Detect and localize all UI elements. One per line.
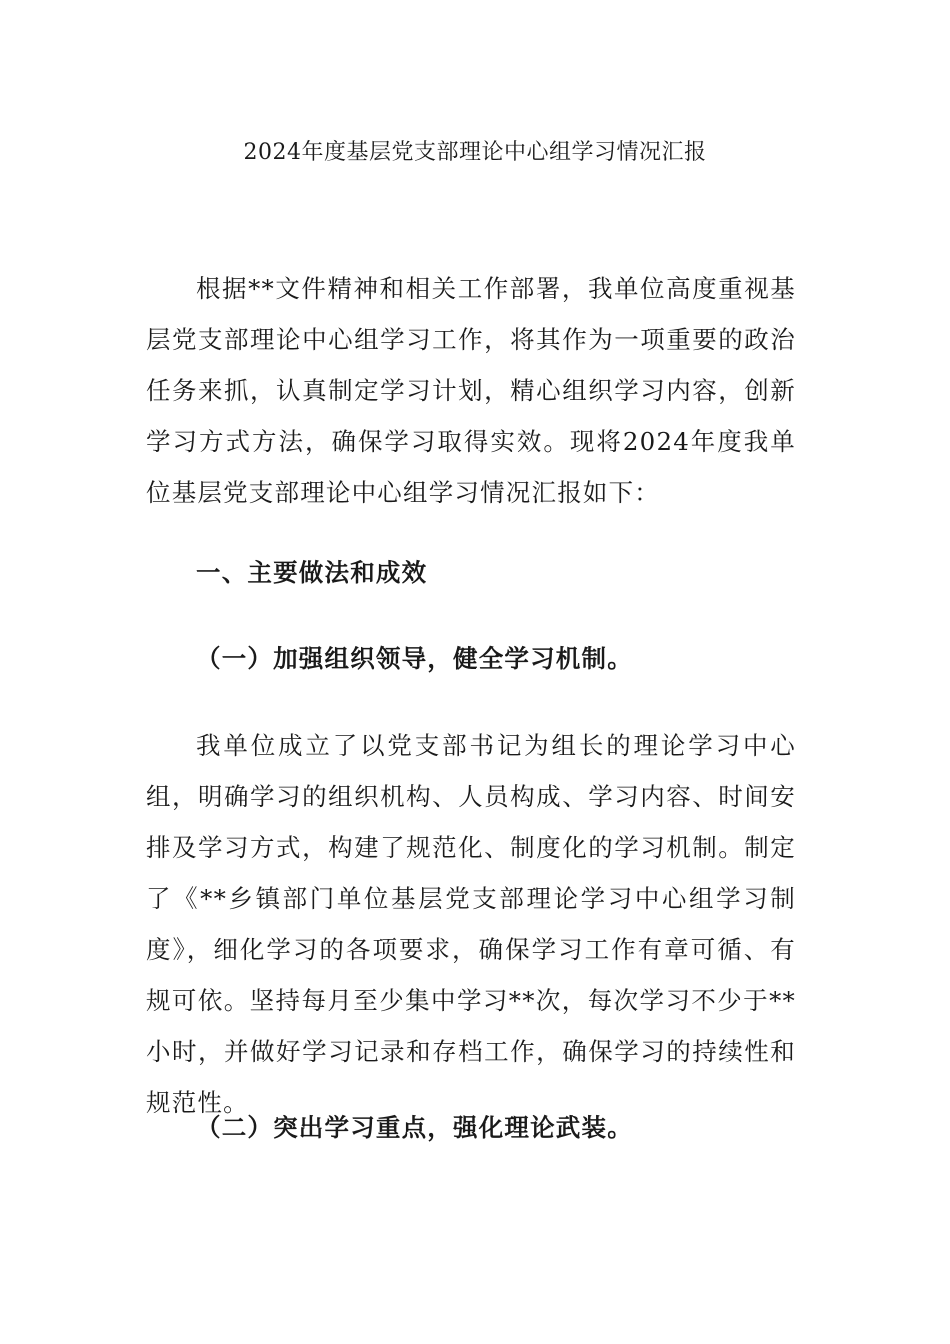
subsection-heading-organization: （一）加强组织领导，健全学习机制。 [196, 644, 633, 673]
section-heading-main-practices: 一、主要做法和成效 [196, 558, 428, 587]
document-title: 2024年度基层党支部理论中心组学习情况汇报 [243, 140, 707, 165]
organization-paragraph: 我单位成立了以党支部书记为组长的理论学习中心组，明确学习的组织机构、人员构成、学习内容、时间安排及学习方式，构建了规范化、制度化的学习机制。制定了《**乡镇部门单位基层党支部理论学习中心组学习制度》，细化学习的各项要求，确保学习工作有章可循、有规可依。坚持每月至少集中学习**次，每次学习不少于**小时，并做好学习记录和存档工作，确保学习的持续性和规范性。 [146, 731, 796, 1117]
subsection-heading-study-focus: （二）突出学习重点，强化理论武装。 [196, 1113, 633, 1142]
intro-paragraph: 根据**文件精神和相关工作部署，我单位高度重视基层党支部理论中心组学习工作，将其作为一项重要的政治任务来抓，认真制定学习计划，精心组织学习内容，创新学习方式方法，确保学习取得实效。现将2024年度我单位基层党支部理论中心组学习情况汇报如下： [146, 274, 796, 507]
